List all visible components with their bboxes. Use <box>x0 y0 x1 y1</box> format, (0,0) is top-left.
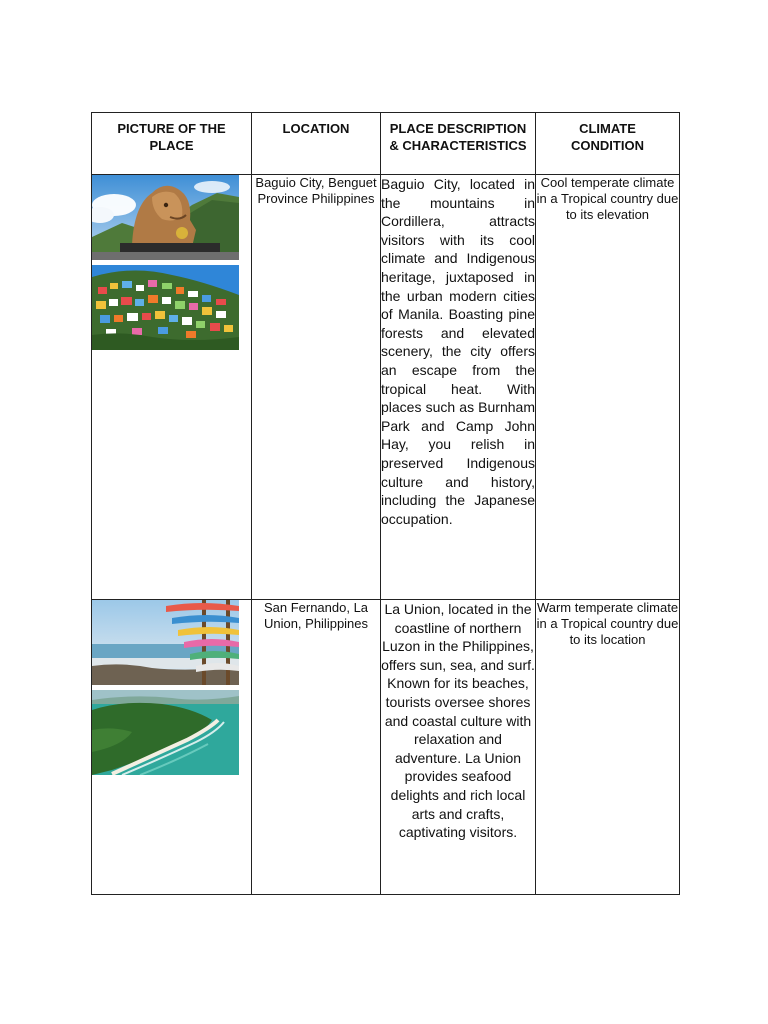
location-cell: Baguio City, Benguet Province Philippines <box>252 175 381 600</box>
picture-cell <box>92 600 252 895</box>
description-cell: La Union, located in the coastline of northern Luzon in the Philippines, offers sun, sea, and surf. Known for its beaches, tourists oversee shores and coastal culture with relaxation and adventure. La Union provides seafood delights and rich local arts and crafts, captivating visitors. <box>381 600 536 895</box>
picture-cell <box>92 175 252 600</box>
climate-cell: Cool temperate climate in a Tropical country due to its elevation <box>536 175 680 600</box>
header-picture: PICTURE OF THE PLACE <box>92 113 252 175</box>
table-row <box>92 600 680 895</box>
header-location: LOCATION <box>252 113 381 175</box>
header-climate: CLIMATE CONDITION <box>536 113 680 175</box>
table-row <box>92 175 680 600</box>
lion-statue-photo <box>92 175 239 260</box>
description-cell: Baguio City, located in the mountains in Cordillera, attracts visitors with its cool climate and Indigenous heritage, juxtaposed in the urban modern cities of Manila. Boasting pine forests and elevated scenery, the city offers an escape from the tropical heat. With places such as Burnham Park and Camp John Hay, you relish in preserved Indigenous culture and history, including the Japanese occupation. <box>381 175 536 600</box>
hillside-houses-photo <box>92 265 239 350</box>
location-cell: San Fernando, La Union, Philippines <box>252 600 381 895</box>
climate-cell: Warm temperate climate in a Tropical country due to its location <box>536 600 680 895</box>
places-table <box>91 112 680 895</box>
header-description: PLACE DESCRIPTION & CHARACTERISTICS <box>381 113 536 175</box>
aerial-coastline-photo <box>92 690 239 775</box>
surfboard-beach-photo <box>92 600 239 685</box>
header-row <box>92 113 680 175</box>
